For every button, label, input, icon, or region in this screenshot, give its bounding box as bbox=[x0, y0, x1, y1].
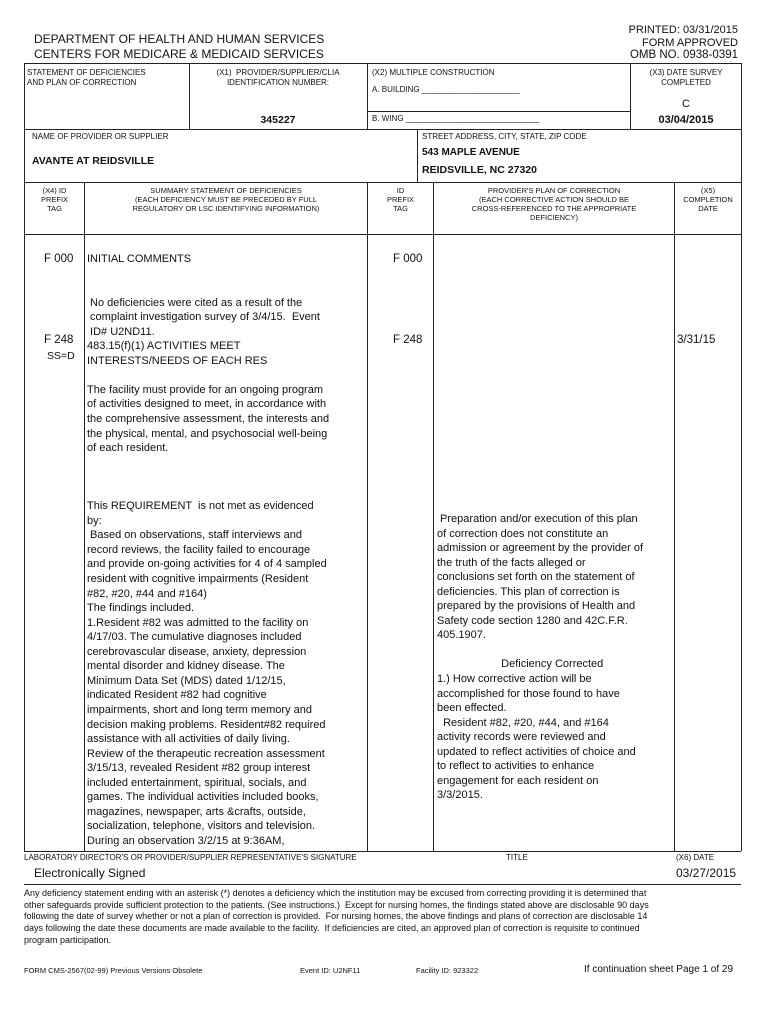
provider-name: AVANTE AT REIDSVILLE bbox=[32, 155, 155, 167]
col-header-x4: (X4) ID PREFIX TAG bbox=[40, 186, 69, 213]
wing-label: B. WING ______________________________ bbox=[372, 114, 540, 123]
rule-right bbox=[741, 63, 742, 851]
title-label: TITLE bbox=[506, 853, 528, 862]
completion-date: 3/31/15 bbox=[677, 334, 716, 346]
scope-severity: SS=D bbox=[47, 350, 75, 362]
survey-date: 03/04/2015 bbox=[658, 114, 714, 126]
address-label: STREET ADDRESS, CITY, STATE, ZIP CODE bbox=[422, 132, 587, 141]
rule-body bbox=[24, 234, 741, 235]
rule-wing bbox=[367, 111, 630, 112]
rule-address bbox=[417, 129, 418, 182]
rule-col-id bbox=[433, 182, 434, 851]
tag-f248: F 248 bbox=[44, 334, 74, 346]
omb-number: OMB NO. 0938-0391 bbox=[629, 49, 738, 61]
form-id: FORM CMS-2567(02-99) Previous Versions Obsolete bbox=[24, 966, 203, 975]
rule-disclaimer bbox=[24, 884, 741, 885]
col-header-summary: SUMMARY STATEMENT OF DEFICIENCIES (EACH DEFICIENCY MUST BE PRECEDED BY FULL REGULATORY OR LSC IDENTIFYING INFORMATION) bbox=[132, 186, 320, 213]
rule-left bbox=[24, 63, 25, 851]
col-header-id: ID PREFIX TAG bbox=[386, 186, 415, 213]
form-approved: FORM APPROVED bbox=[642, 37, 738, 49]
rule-x3 bbox=[630, 63, 631, 129]
plan-of-correction: Preparation and/or execution of this plan of correction does not constitute an admission or agreement by the provider of the truth of the facts alleged or conclusions set forth on the statement of deficiencies. This plan of correction is prepared by the provisions of Health and Safety code section 1280 and 42C.F.R. 405.1907. Deficiency Corrected 1.) How corrective action will be accomplished for those found to have been effected. Resident #82, #20, #44, and #164 activity records were reviewed and updated to reflect activities of choice and to reflect to activities to enhance engagement for each resident on 3/3/2015. bbox=[437, 513, 644, 802]
signature-label: LABORATORY DIRECTOR'S OR PROVIDER/SUPPLIER REPRESENTATIVE'S SIGNATURE bbox=[24, 853, 357, 862]
summary-statement: INITIAL COMMENTS No deficiencies were cited as a result of the complaint investigation survey of 3/4/15. Event ID# U2ND11. 483.15(f)(1) ACTIVITIES MEET INTERESTS/NEEDS OF EACH RES The facility must provide for an ongoing program of activities designed to meet, in accordance with the comprehensive assessment, the interests and the physical, mental, and psychosocial well-being of each resident. This REQUIREMENT is not met as evidenced by: Based on observations, staff interviews and record reviews, the facility failed to encourage and provide on-going activities for 4 of 4 sampled resident with cognitive impairments (Resident #82, #20, #44 and #164) The findings included. 1.Resident #82 was admitted to the facility on 4/17/03. The cumulative diagnoses included cerebrovascular disease, anxiety, depression mental disorder and kidney disease. The Minimum Data Set (MDS) dated 1/12/15, indicated Resident #82 had cognitive impairments, short and long term memory and decision making problems. Resident#82 required assistance with all activities of daily living. Review of the therapeutic recreation assessment 3/15/13, revealed Resident #82 group interest included entertainment, spiritual, socials, and games. The individual activities included books, magazines, newspaper, arts &crafts, outside, socialization, telephone, visitors and television. During an observation 3/2/15 at 9:36AM, bbox=[87, 253, 330, 847]
address-line1: 543 MAPLE AVENUE bbox=[422, 147, 520, 158]
survey-code: C bbox=[682, 98, 690, 110]
x3-label: (X3) DATE SURVEY COMPLETED bbox=[649, 68, 723, 87]
id-tag-f000: F 000 bbox=[393, 253, 423, 265]
x1-label: (X1) PROVIDER/SUPPLIER/CLIA IDENTIFICATION NUMBER: bbox=[216, 68, 340, 87]
statement-label: STATEMENT OF DEFICIENCIES AND PLAN OF CORRECTION bbox=[27, 68, 146, 87]
rule-col-plan bbox=[674, 182, 675, 851]
building-label: A. BUILDING ______________________ bbox=[372, 85, 520, 94]
facility-id: Facility ID: 923322 bbox=[416, 966, 479, 975]
provider-label: NAME OF PROVIDER OR SUPPLIER bbox=[32, 132, 169, 141]
rule-provider bbox=[24, 129, 741, 130]
rule-x2 bbox=[367, 63, 368, 129]
cms-title: CENTERS FOR MEDICARE & MEDICAID SERVICES bbox=[34, 47, 324, 61]
department-title: DEPARTMENT OF HEALTH AND HUMAN SERVICES bbox=[34, 32, 325, 46]
x6-date-label: (X6) DATE bbox=[676, 853, 715, 862]
printed-date: PRINTED: 03/31/2015 bbox=[628, 24, 738, 36]
rule-columns bbox=[24, 182, 741, 183]
page-number: If continuation sheet Page 1 of 29 bbox=[584, 964, 733, 975]
provider-number: 345227 bbox=[260, 114, 296, 126]
signature-value: Electronically Signed bbox=[34, 866, 146, 880]
event-id: Event ID: U2NF11 bbox=[300, 966, 361, 975]
col-header-plan: PROVIDER'S PLAN OF CORRECTION (EACH CORRECTIVE ACTION SHOULD BE CROSS-REFERENCED TO THE APPROPRIATE DEFICIENCY) bbox=[471, 186, 637, 222]
id-tag-f248: F 248 bbox=[393, 334, 423, 346]
rule-signature bbox=[24, 851, 741, 852]
col-header-x5: (X5) COMPLETION DATE bbox=[683, 186, 733, 213]
disclaimer-text: Any deficiency statement ending with an asterisk (*) denotes a deficiency which the institution may be excused from correcting providing it is determined that other safeguards provide sufficient protection to the patients. (See instructions.) Except for nursing homes, the findings stated above are disclosable 90 days following the date of survey whether or not a plan of correction is provided. For nursing homes, the above findings and plans of correction are disclosable 14 days following the date these documents are made available to the facility. If deficiencies are cited, an approved plan of correction is requisite to continued program participation. bbox=[24, 888, 649, 945]
signature-date: 03/27/2015 bbox=[676, 866, 737, 880]
x2-label: (X2) MULTIPLE CONSTRUCTION bbox=[372, 68, 495, 77]
rule-top bbox=[24, 63, 741, 64]
rule-col-summary bbox=[367, 182, 368, 851]
address-line2: REIDSVILLE, NC 27320 bbox=[422, 164, 537, 176]
rule-col-tag bbox=[84, 182, 85, 851]
tag-f000: F 000 bbox=[44, 253, 74, 265]
